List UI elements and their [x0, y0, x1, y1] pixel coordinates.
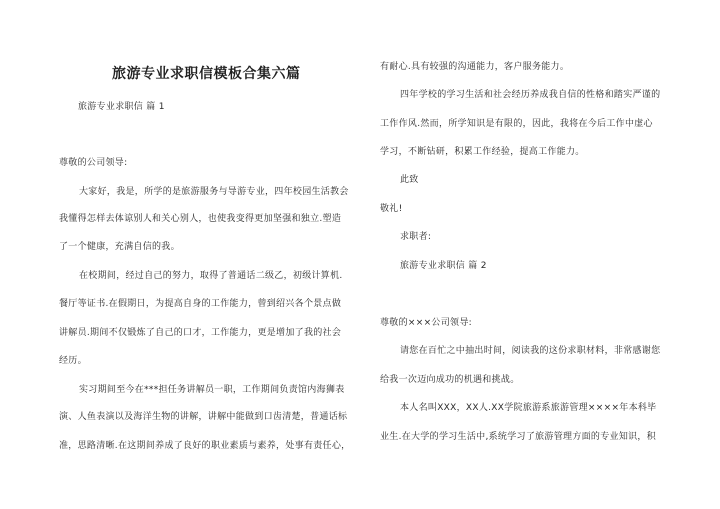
signature-line: 求职者:	[400, 232, 432, 242]
paragraph-line: 工作作风.然而，所学知识是有限的，因此，我将在今后工作中虚心	[380, 119, 653, 129]
paragraph-line: 餐厅等证书.在假期日，为提高自身的工作能力，曾到绍兴各个景点做	[59, 299, 342, 309]
greeting: 尊敬的×××公司领导:	[380, 318, 472, 328]
paragraph-line: 业生.在大学的学习生活中,系统学习了旅游管理方面的专业知识，积	[380, 432, 657, 442]
paragraph-line: 给我一次迈向成功的机遇和挑战。	[380, 375, 520, 385]
paragraph-line: 了一个健康，充满自信的我。	[59, 242, 180, 252]
paragraph-line: 有耐心.具有较强的沟通能力，客户服务能力。	[380, 62, 570, 72]
paragraph-line: 在校期间，经过自己的努力，取得了普通话二级乙，初级计算机.	[79, 271, 343, 281]
paragraph-line: 本人名叫XXX，XX人.XX学院旅游系旅游管理××××年本科毕	[400, 403, 657, 413]
document-title: 旅游专业求职信模板合集六篇	[112, 66, 301, 82]
paragraph-line: 演、人鱼表演以及海洋生物的讲解，讲解中能做到口齿清楚，普通话标	[59, 412, 348, 422]
paragraph-line: 大家好，我是，所学的是旅游服务与导游专业，四年校园生活教会	[79, 187, 349, 197]
paragraph-line: 实习期间至今在***担任务讲解员一职，工作期间负责馆内海狮表	[79, 385, 345, 395]
paragraph-line: 请您在百忙之中抽出时间，阅读我的这份求职材料，非常感谢您	[400, 346, 661, 356]
paragraph-line: 经历。	[59, 356, 87, 366]
paragraph-line: 准，思路清晰.在这期间养成了良好的职业素质与素养，处事有责任心，	[59, 441, 351, 451]
paragraph-line: 四年学校的学习生活和社会经历养成我自信的性格和踏实严谨的	[400, 90, 661, 100]
paragraph-line: 学习，不断钻研，积累工作经验，提高工作能力。	[380, 147, 585, 157]
paragraph-line: 讲解员.期间不仅锻炼了自己的口才，工作能力，更是增加了我的社会	[59, 328, 342, 338]
greeting: 尊敬的公司领导:	[59, 158, 128, 168]
section-heading: 旅游专业求职信 篇 1	[78, 102, 165, 112]
closing-line: 此致	[400, 175, 419, 185]
paragraph-line: 我懂得怎样去体谅别人和关心别人，也使我变得更加坚强和独立.塑造	[59, 214, 342, 224]
section-heading: 旅游专业求职信 篇 2	[400, 261, 487, 271]
closing-line: 敬礼!	[380, 204, 403, 214]
